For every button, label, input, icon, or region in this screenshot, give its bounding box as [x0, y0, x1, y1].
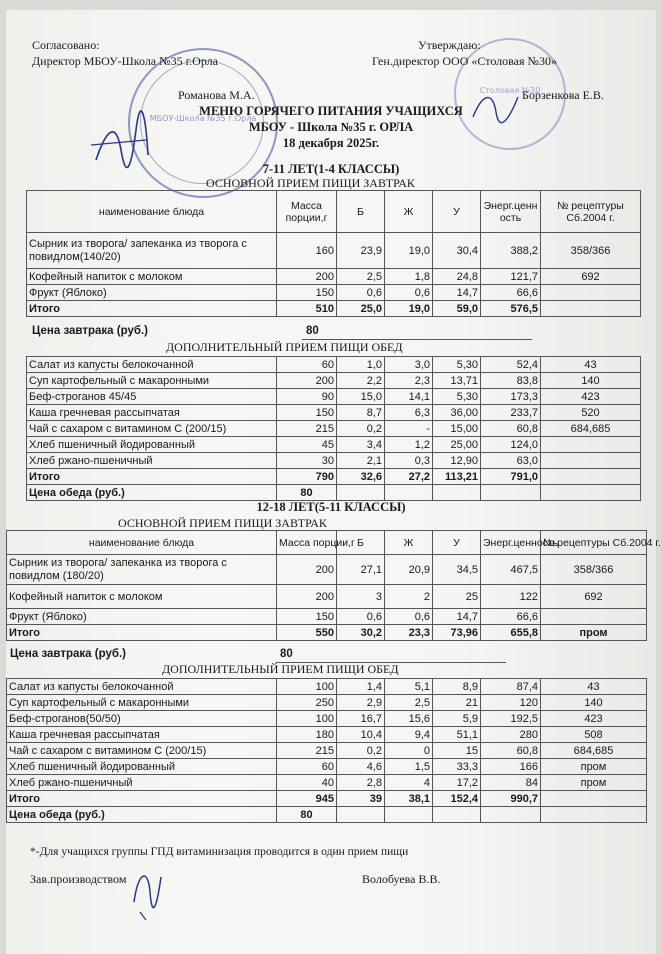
school-title: МБОУ - Школа №35 г. ОРЛА [248, 120, 414, 134]
dish-recipe: пром [541, 759, 647, 775]
table-row [7, 759, 647, 775]
production-signature [126, 862, 171, 920]
dish-energy: 120 [481, 695, 541, 711]
table-row [27, 453, 641, 469]
group1-title: 7-11 ЛЕТ(1-4 КЛАССЫ) [262, 162, 400, 176]
dish-carbs: 152,4 [433, 791, 481, 807]
dish-name: Каша гречневая рассыпчатая [27, 405, 277, 421]
dish-recipe [541, 301, 641, 317]
dish-protein: 0,2 [337, 421, 385, 437]
dish-protein: 1,4 [337, 679, 385, 695]
dish-recipe: 684,685 [541, 743, 647, 759]
col-recipe-header: № рецептуры Сб.2004 г. [541, 191, 641, 233]
dish-energy: 173,3 [481, 389, 541, 405]
empty-cell [337, 807, 385, 823]
group2-breakfast-table [6, 530, 661, 641]
approval-left-position: Директор МБОУ-Школа №35 г.Орла [32, 54, 218, 68]
dish-carbs: 25,00 [433, 437, 481, 453]
dish-recipe: 692 [541, 585, 647, 609]
table-row [27, 437, 641, 453]
dish-name: Сырник из творога/ запеканка из творога с повидлом(140/20) [27, 233, 277, 269]
dish-carbs: 73,96 [433, 625, 481, 641]
table-row [27, 285, 641, 301]
dish-fat: 19,0 [385, 301, 433, 317]
col-u-header: У [433, 191, 481, 233]
dish-fat: 9,4 [385, 727, 433, 743]
dish-fat: 0,6 [385, 609, 433, 625]
dish-recipe: 520 [541, 405, 641, 421]
dish-name: Хлеб пшеничный йодированный [27, 437, 277, 453]
dish-protein: 2,8 [337, 775, 385, 791]
dish-recipe: 423 [541, 389, 641, 405]
group1-breakfast-price-label: Цена завтрака (руб.) [32, 325, 148, 337]
dish-energy: 66,6 [481, 285, 541, 301]
dish-energy: 388,2 [481, 233, 541, 269]
menu-date: 18 декабря 2025г. [282, 136, 380, 150]
dish-protein: 39 [337, 791, 385, 807]
dish-mass: 200 [277, 269, 337, 285]
dish-protein: 2,2 [337, 373, 385, 389]
dish-carbs: 15 [433, 743, 481, 759]
dish-mass: 60 [277, 357, 337, 373]
dish-name: Салат из капусты белокочанной [27, 357, 277, 373]
dish-energy: 166 [481, 759, 541, 775]
dish-energy: 576,5 [481, 301, 541, 317]
empty-cell [481, 485, 541, 501]
table-row [7, 711, 647, 727]
group1-breakfast-price: 80 [306, 325, 319, 337]
dish-fat: 38,1 [385, 791, 433, 807]
dish-name: Хлеб пшеничный йодированный [7, 759, 277, 775]
dish-recipe: пром [541, 775, 647, 791]
dish-protein: 2,1 [337, 453, 385, 469]
group1-breakfast-table [26, 190, 641, 317]
dish-energy: 83,8 [481, 373, 541, 389]
dish-recipe: 508 [541, 727, 647, 743]
dish-carbs: 13,71 [433, 373, 481, 389]
table-row [27, 269, 641, 285]
dish-recipe [541, 469, 641, 485]
dish-name: Суп картофельный с макаронными [7, 695, 277, 711]
dish-energy: 121,7 [481, 269, 541, 285]
dish-carbs: 59,0 [433, 301, 481, 317]
dish-energy: 84 [481, 775, 541, 791]
dish-protein: 1,0 [337, 357, 385, 373]
dish-energy: 192,5 [481, 711, 541, 727]
dish-recipe [541, 437, 641, 453]
group2-lunch-table [6, 678, 647, 823]
dish-energy: 233,7 [481, 405, 541, 421]
dish-mass: 945 [277, 791, 337, 807]
dish-fat: 0,3 [385, 453, 433, 469]
table-row [27, 357, 641, 373]
dish-mass: 100 [277, 711, 337, 727]
dish-protein: 2,5 [337, 269, 385, 285]
dish-carbs: 17,2 [433, 775, 481, 791]
dish-name: Каша гречневая рассыпчатая [7, 727, 277, 743]
dish-carbs: 5,30 [433, 357, 481, 373]
dish-name: Чай с сахаром с витамином С (200/15) [7, 743, 277, 759]
dish-mass: 100 [277, 679, 337, 695]
table-header-row [7, 531, 647, 555]
dish-energy: 124,0 [481, 437, 541, 453]
dish-fat: 27,2 [385, 469, 433, 485]
table-total-row [27, 469, 641, 485]
dish-recipe: 358/366 [541, 233, 641, 269]
dish-energy: 990,7 [481, 791, 541, 807]
dish-protein: 3,4 [337, 437, 385, 453]
dish-carbs: 5,9 [433, 711, 481, 727]
table-row [27, 373, 641, 389]
dish-name: Сырник из творога/ запеканка из творога с повидлом (180/20) [7, 555, 277, 585]
empty-cell [337, 485, 385, 501]
empty-cell [433, 807, 481, 823]
dish-name: Итого [27, 469, 277, 485]
table-row [7, 555, 647, 585]
dish-fat: 3,0 [385, 357, 433, 373]
price-row [7, 807, 647, 823]
dish-protein: 32,6 [337, 469, 385, 485]
dish-energy: 87,4 [481, 679, 541, 695]
col-u-header: У [433, 531, 481, 555]
dish-protein: 2,9 [337, 695, 385, 711]
dish-name: Хлеб ржано-пшеничный [27, 453, 277, 469]
dish-energy: 791,0 [481, 469, 541, 485]
dish-recipe: 423 [541, 711, 647, 727]
dish-carbs: 5,30 [433, 389, 481, 405]
dish-carbs: 14,7 [433, 285, 481, 301]
col-zh-header: Ж [385, 191, 433, 233]
dish-mass: 160 [277, 233, 337, 269]
table-total-row [27, 301, 641, 317]
dish-protein: 10,4 [337, 727, 385, 743]
dish-fat: 1,8 [385, 269, 433, 285]
table-row [27, 405, 641, 421]
dish-name: Итого [7, 625, 277, 641]
empty-cell [481, 807, 541, 823]
dish-energy: 280 [481, 727, 541, 743]
footer-note: *-Для учащихся группы ГПД витаминизация проводится в один прием пищи [30, 846, 409, 858]
dish-carbs: 34,5 [433, 555, 481, 585]
table-row [7, 775, 647, 791]
group1-lunch-title: ДОПОЛНИТЕЛЬНЫЙ ПРИЕМ ПИЩИ ОБЕД [166, 340, 403, 354]
col-mass-header: Масса порции,г [277, 191, 337, 233]
dish-recipe: 43 [541, 357, 641, 373]
dish-recipe: 358/366 [541, 555, 647, 585]
dish-protein: 0,6 [337, 609, 385, 625]
dish-fat: 5,1 [385, 679, 433, 695]
dish-name: Хлеб ржано-пшеничный [7, 775, 277, 791]
dish-energy: 63,0 [481, 453, 541, 469]
dish-carbs: 113,21 [433, 469, 481, 485]
dish-mass: 200 [277, 585, 337, 609]
table-row [27, 389, 641, 405]
table-header-row [27, 191, 641, 233]
menu-title: МЕНЮ ГОРЯЧЕГО ПИТАНИЯ УЧАЩИХСЯ [199, 104, 463, 118]
dish-protein: 27,1 [337, 555, 385, 585]
dish-carbs: 36,00 [433, 405, 481, 421]
dish-name: Итого [7, 791, 277, 807]
dish-name: Беф-строганов 45/45 [27, 389, 277, 405]
approval-right-name: Борзенкова Е.В. [522, 88, 604, 102]
dish-mass: 215 [277, 743, 337, 759]
dish-recipe [541, 609, 647, 625]
dish-fat: 2 [385, 585, 433, 609]
dish-fat: 20,9 [385, 555, 433, 585]
dish-fat: 0 [385, 743, 433, 759]
price-value: 80 [277, 485, 337, 501]
dish-fat: 14,1 [385, 389, 433, 405]
dish-protein: 3 [337, 585, 385, 609]
approval-right-label: Утверждаю: [418, 38, 481, 52]
dish-fat: 15,6 [385, 711, 433, 727]
footer-name: Волобуева В.В. [362, 872, 441, 886]
price-row [27, 485, 641, 501]
dish-energy: 66,6 [481, 609, 541, 625]
price-label: Цена обеда (руб.) [27, 485, 277, 501]
dish-fat: 0,6 [385, 285, 433, 301]
dish-mass: 215 [277, 421, 337, 437]
dish-fat: 6,3 [385, 405, 433, 421]
table-total-row [7, 791, 647, 807]
table-total-row [7, 625, 647, 641]
dish-name: Салат из капусты белокочанной [7, 679, 277, 695]
table-row [7, 727, 647, 743]
dish-carbs: 33,3 [433, 759, 481, 775]
dish-carbs: 12,90 [433, 453, 481, 469]
dish-mass: 200 [277, 555, 337, 585]
dish-mass: 790 [277, 469, 337, 485]
dish-fat: 23,3 [385, 625, 433, 641]
dish-energy: 60,8 [481, 743, 541, 759]
dish-mass: 150 [277, 405, 337, 421]
price-label: Цена обеда (руб.) [7, 807, 277, 823]
approval-left-name: Романова М.А. [178, 88, 255, 102]
dish-mass: 90 [277, 389, 337, 405]
dish-mass: 180 [277, 727, 337, 743]
dish-mass: 200 [277, 373, 337, 389]
table-row [7, 743, 647, 759]
dish-protein: 23,9 [337, 233, 385, 269]
group1-breakfast-title: ОСНОВНОЙ ПРИЕМ ПИЩИ ЗАВТРАК [206, 176, 415, 190]
dish-mass: 550 [277, 625, 337, 641]
dish-protein: 30,2 [337, 625, 385, 641]
dish-mass: 30 [277, 453, 337, 469]
empty-cell [433, 485, 481, 501]
dish-carbs: 15,00 [433, 421, 481, 437]
dish-protein: 15,0 [337, 389, 385, 405]
dish-fat: 2,3 [385, 373, 433, 389]
dish-recipe [541, 453, 641, 469]
col-mass-header: Масса порции,г [277, 531, 337, 555]
canteen-stamp-text: Столовая №30 [479, 86, 541, 95]
group2-breakfast-title: ОСНОВНОЙ ПРИЕМ ПИЩИ ЗАВТРАК [118, 516, 327, 530]
dish-mass: 150 [277, 285, 337, 301]
group1-lunch-table [26, 356, 641, 501]
col-energy-header: Энерг.ценность [481, 531, 541, 555]
group2-lunch-title: ДОПОЛНИТЕЛЬНЫЙ ПРИЕМ ПИЩИ ОБЕД [162, 662, 399, 676]
dish-carbs: 24,8 [433, 269, 481, 285]
table-row [7, 609, 647, 625]
dish-fat: 1,5 [385, 759, 433, 775]
dish-energy: 60,8 [481, 421, 541, 437]
dish-carbs: 14,7 [433, 609, 481, 625]
approval-right-position: Ген.директор ООО «Столовая №30» [372, 54, 557, 68]
dish-carbs: 25 [433, 585, 481, 609]
dish-carbs: 51,1 [433, 727, 481, 743]
dish-energy: 655,8 [481, 625, 541, 641]
menu-sheet [6, 10, 661, 954]
empty-cell [385, 485, 433, 501]
approval-left-label: Согласовано: [32, 38, 100, 52]
dish-mass: 150 [277, 609, 337, 625]
dish-fat: - [385, 421, 433, 437]
empty-cell [541, 807, 647, 823]
dish-protein: 0,6 [337, 285, 385, 301]
group2-breakfast-price-label: Цена завтрака (руб.) [10, 648, 126, 660]
dish-protein: 8,7 [337, 405, 385, 421]
dish-mass: 45 [277, 437, 337, 453]
dish-energy: 467,5 [481, 555, 541, 585]
dish-name: Чай с сахаром с витамином С (200/15) [27, 421, 277, 437]
dish-fat: 19,0 [385, 233, 433, 269]
dish-fat: 1,2 [385, 437, 433, 453]
table-row [7, 679, 647, 695]
dish-mass: 250 [277, 695, 337, 711]
table-row [7, 585, 647, 609]
dish-name: Итого [27, 301, 277, 317]
dish-fat: 4 [385, 775, 433, 791]
dish-recipe [541, 791, 647, 807]
col-name-header: наименование блюда [27, 191, 277, 233]
school-stamp-text: МБОУ-Школа №35 г.Орла [149, 114, 257, 123]
dish-name: Кофейный напиток с молоком [27, 269, 277, 285]
table-row [27, 421, 641, 437]
dish-fat: 2,5 [385, 695, 433, 711]
dish-recipe: 692 [541, 269, 641, 285]
dish-energy: 122 [481, 585, 541, 609]
col-energy-header: Энерг.ценность [481, 191, 541, 233]
col-b-header: Б [337, 191, 385, 233]
col-recipe-header: № рецептуры Сб.2004 г. [541, 531, 647, 555]
col-zh-header: Ж [385, 531, 433, 555]
footer-role: Зав.производством [30, 872, 127, 886]
dish-recipe [541, 285, 641, 301]
dish-name: Фрукт (Яблоко) [7, 609, 277, 625]
dish-protein: 25,0 [337, 301, 385, 317]
dish-carbs: 30,4 [433, 233, 481, 269]
dish-energy: 52,4 [481, 357, 541, 373]
col-b-header: Б [337, 531, 385, 555]
group2-title: 12-18 ЛЕТ(5-11 КЛАССЫ) [256, 500, 406, 514]
dish-name: Кофейный напиток с молоком [7, 585, 277, 609]
dish-protein: 4,6 [337, 759, 385, 775]
dish-name: Беф-строганов(50/50) [7, 711, 277, 727]
dish-carbs: 8,9 [433, 679, 481, 695]
dish-recipe: 684,685 [541, 421, 641, 437]
dish-name: Фрукт (Яблоко) [27, 285, 277, 301]
dish-recipe: 43 [541, 679, 647, 695]
table-row [27, 233, 641, 269]
table-row [7, 695, 647, 711]
empty-cell [385, 807, 433, 823]
dish-carbs: 21 [433, 695, 481, 711]
dish-protein: 0,2 [337, 743, 385, 759]
dish-protein: 16,7 [337, 711, 385, 727]
dish-mass: 60 [277, 759, 337, 775]
dish-name: Суп картофельный с макаронными [27, 373, 277, 389]
col-name-header: наименование блюда [7, 531, 277, 555]
dish-recipe: пром [541, 625, 647, 641]
dish-recipe: 140 [541, 373, 641, 389]
price-value: 80 [277, 807, 337, 823]
dish-mass: 510 [277, 301, 337, 317]
empty-cell [541, 485, 641, 501]
dish-recipe: 140 [541, 695, 647, 711]
dish-mass: 40 [277, 775, 337, 791]
group2-breakfast-price: 80 [280, 648, 293, 660]
